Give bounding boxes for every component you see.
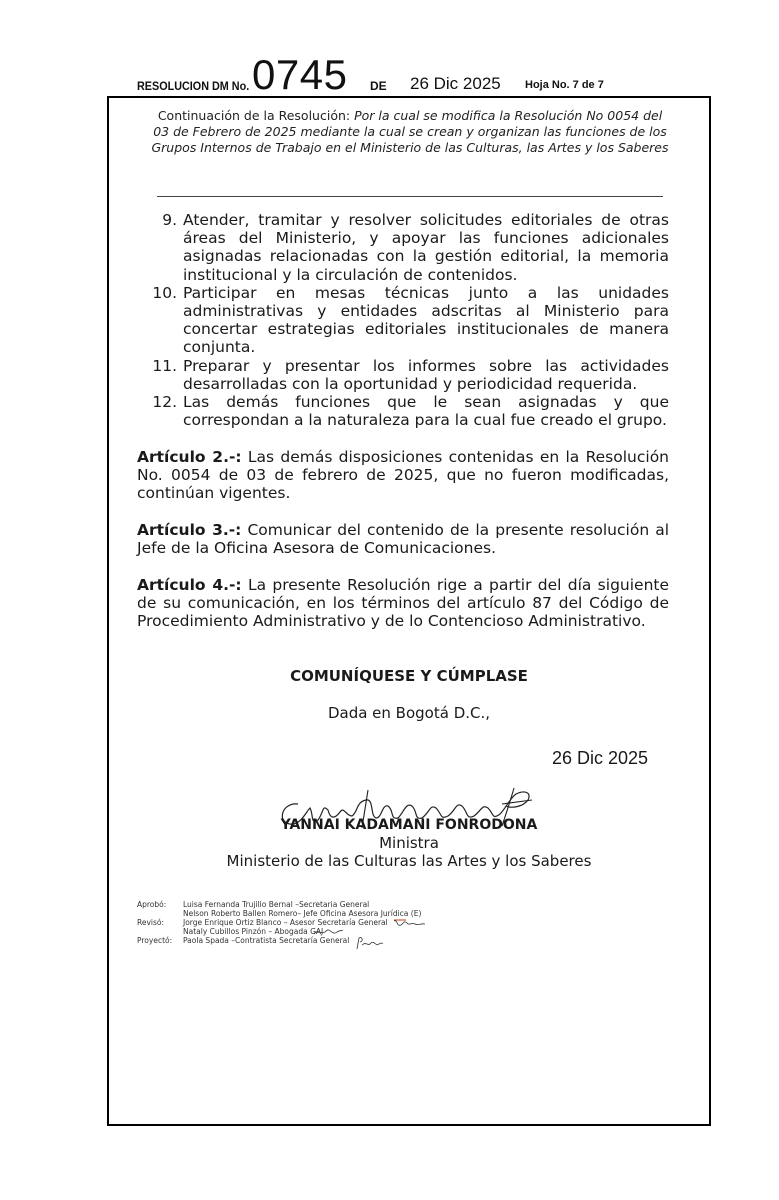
list-item [137,211,669,284]
resolution-header [0,51,779,98]
reviewed-label: Revisó: [137,918,165,927]
approver-name: Luisa Fernanda Trujillo Bernal –Secretaria General [183,900,370,909]
article-4 [137,576,669,631]
signature-date: 26 Dic 2025 [552,748,649,768]
article-3 [137,521,669,557]
list-item [137,284,669,357]
reviewer-name: Nataly Cubillos Pinzón – Abogada GAJ [183,927,324,936]
item-number: 11. [152,356,177,375]
resolution-date: 26 Dic 2025 [410,74,501,93]
list-item [137,393,669,429]
continuation-heading [150,108,670,156]
continuation-prefix: Continuación de la Resolución: [157,108,351,123]
continuation-title: Por la cual se modifica la Resolución No 0054 del 03 de Febrero de 2025 mediante la cual se crean y organizan las funciones de los Grupos Internos de Trabajo en el Ministerio de las Culturas, las Artes y los Saberes [151,108,669,155]
article-label: Artículo 3.-: [137,521,242,539]
article-text: La presente Resolución rige a partir del día siguiente de su comunicación, en los términos del artículo 87 del Código de Procedimiento Administrativo y de lo Contencioso Administrativo. [137,576,670,631]
item-number: 9. [162,211,177,229]
signer-name: YANNAI KADAMANI FONRODONA [280,817,538,833]
drafted-label: Proyectó: [137,936,173,945]
approver-name: Nelson Roberto Ballen Romero– Jefe Oficina Asesora Jurídica (E) [183,909,422,918]
approved-label: Aprobó: [137,900,167,909]
place-line: Dada en Bogotá D.C., [327,704,491,722]
initials-signature [392,917,430,931]
initials-signature [354,935,384,951]
article-2 [137,448,669,503]
item-text: Las demás funciones que le sean asignadas y que correspondan a la naturaleza para la cual fue creado el grupo. [183,393,669,430]
closing-formula: COMUNÍQUESE Y CÚMPLASE [290,667,528,685]
article-text: Comunicar del contenido de la presente resolución al Jefe de la Oficina Asesora de Comunicaciones. [137,521,670,558]
item-text: Atender, tramitar y resolver solicitudes editoriales de otras áreas del Ministerio, y apoyar las funciones adicionales asignadas relacionadas con la gestión editorial, la memoria institucional y la circulación de contenidos. [183,211,669,284]
item-number: 12. [152,393,177,412]
functions-list [137,211,669,429]
resolution-number: 0745 [252,51,348,98]
list-item [137,357,669,393]
signer-role: Ministra [379,834,439,852]
item-text: Preparar y presentar los informes sobre las actividades desarrolladas con la oportunidad y periodicidad requerida. [183,356,669,393]
resolution-label: RESOLUCION DM No. [137,79,250,93]
drafter-name: Paola Spada –Contratista Secretaría General [183,936,350,945]
article-label: Artículo 4.-: [137,576,242,594]
article-text: Las demás disposiciones contenidas en la Resolución No. 0054 de 03 de febrero de 2025, que no fueron modificadas, continúan vigentes. [137,448,669,503]
article-label: Artículo 2.-: [137,448,242,466]
item-number: 10. [152,283,177,302]
initials-signature [312,926,344,938]
page-indicator: Hoja No. 7 de 7 [525,79,604,91]
reviewer-name: Jorge Enrique Ortiz Blanco – Asesor Secretaría General [183,918,388,927]
separator-line [157,196,663,197]
item-text: Participar en mesas técnicas junto a las unidades administrativas y entidades adscritas al Ministerio para concertar estrategias editoriales institucionales de manera conjunta. [183,283,669,357]
header-de: DE [370,79,387,93]
signer-ministry: Ministerio de las Culturas las Artes y los Saberes [226,852,592,870]
